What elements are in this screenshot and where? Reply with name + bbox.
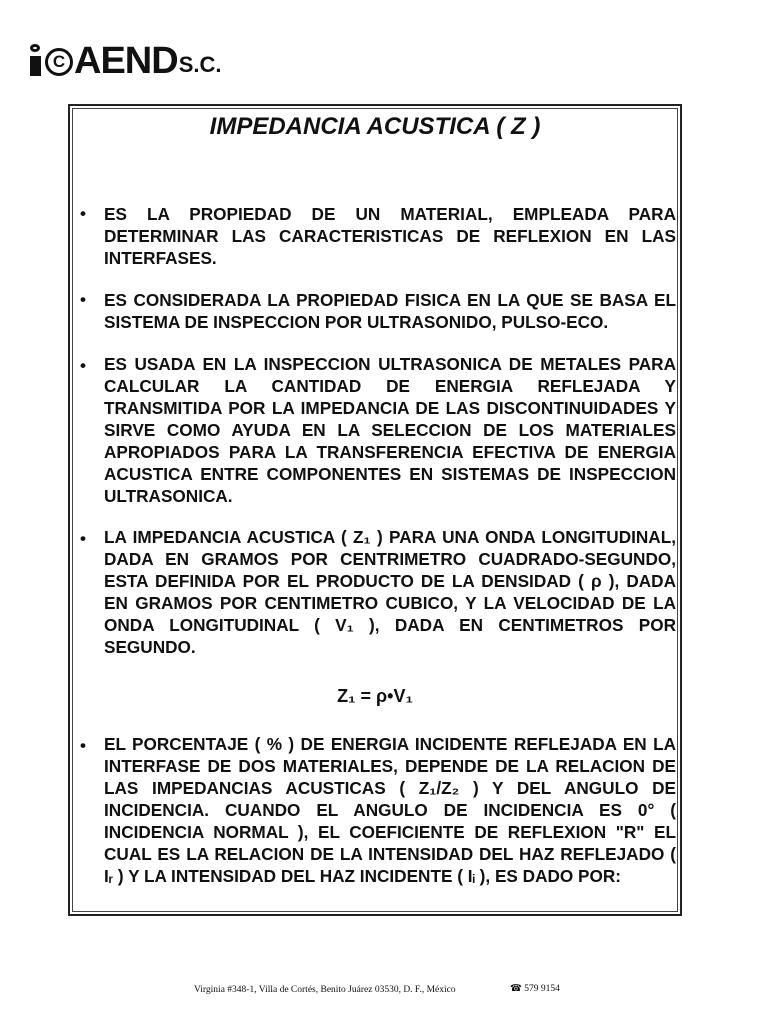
impedance-formula: Z₁ = ρ•V₁ (337, 686, 413, 706)
logo-d: D (151, 40, 178, 82)
bullet-3: • (80, 356, 86, 375)
paragraph-1: ES LA PROPIEDAD DE UN MATERIAL, EMPLEADA PARA DETERMINAR LAS CARACTERISTICAS DE REFLEXION EN LAS INTERFASES. (104, 204, 676, 268)
paragraph-2: ES CONSIDERADA LA PROPIEDAD FISICA EN LA QUE SE BASA EL SISTEMA DE INSPECCION POR ULTRASONIDO, PULSO-ECO. (104, 290, 676, 332)
paragraph-3: ES USADA EN LA INSPECCION ULTRASONICA DE METALES PARA CALCULAR LA CANTIDAD DE ENERGIA REFLEJADA Y TRANSMITIDA POR LA IMPEDANCIA DE LAS DISCONTINUIDADES Y SIRVE COMO AYUDA EN LA SELECCION DE LOS MATERIALES APROPIADOS PARA LA TRANSFERENCIA EFECTIVA DE ENERGIA ACUSTICA ENTRE COMPONENTES EN SISTEMAS DE INSPECCION ULTRASONICA. (104, 354, 676, 506)
logo-suffix: S.C. (178, 52, 222, 77)
logo-i-mark (30, 44, 42, 76)
footer-phone: ☎ 579 9154 (510, 984, 560, 994)
bullet-5: • (80, 736, 86, 755)
footer-address: Virginia #348-1, Villa de Cortés, Benito Juárez 03530, D. F., México (194, 985, 456, 995)
bullet-4: • (80, 529, 86, 548)
page-title: IMPEDANCIA ACUSTICA ( Z ) (209, 113, 541, 140)
paragraph-5: EL PORCENTAJE ( % ) DE ENERGIA INCIDENTE REFLEJADA EN LA INTERFASE DE DOS MATERIALES, DEPENDE DE LA RELACION DE LAS IMPEDANCIAS ACUSTICAS ( Z₁/Z₂ ) Y DEL ANGULO DE INCIDENCIA. CUANDO EL ANGULO DE INCIDENCIA ES 0° ( INCIDENCIA NORMAL ), EL COEFICIENTE DE REFLEXION "R" EL CUAL ES LA RELACION DE LA INTENSIDAD DEL HAZ REFLEJADO ( Iᵣ ) Y LA INTENSIDAD DEL HAZ INCIDENTE ( Iᵢ ), ES DADO POR: (104, 734, 676, 886)
logo-c-circle: C (45, 48, 73, 76)
paragraph-4: LA IMPEDANCIA ACUSTICA ( Z₁ ) PARA UNA ONDA LONGITUDINAL, DADA EN GRAMOS POR CENTRIMETRO CUADRADO-SEGUNDO, ESTA DEFINIDA POR EL PRODUCTO DE LA DENSIDAD ( ρ ), DADA EN GRAMOS POR CENTIMETRO CUBICO, Y LA VELOCIDAD DE LA ONDA LONGITUDINAL ( V₁ ), DADA EN CENTIMETROS POR SEGUNDO. (104, 527, 676, 657)
company-logo (30, 36, 222, 82)
bullet-1: • (80, 204, 86, 223)
bullet-2: • (80, 290, 86, 309)
logo-text: AEN (74, 40, 152, 82)
